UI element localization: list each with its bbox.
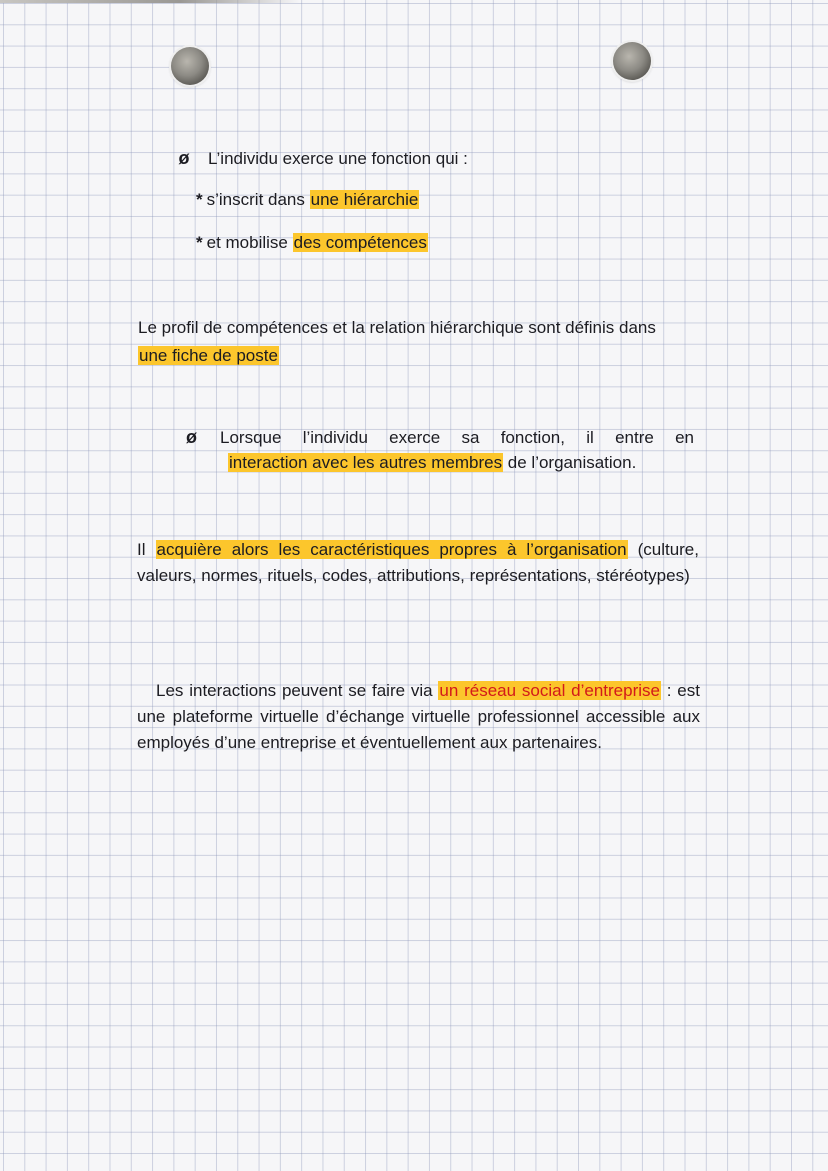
block2-line-1: Le profil de compétences et la relation hiérarchique sont définis dans (138, 318, 656, 337)
block1-item-2: * et mobilise des compétences (196, 233, 427, 252)
block5-paragraph: Les interactions peuvent se faire via un réseau social d’entreprise : est une plateforme virtuelle d’échange virtuelle professionnel accessible aux employés d’une entreprise et éventuellement aux partenaires. (137, 681, 700, 752)
highlight-fiche-de-poste: une fiche de poste (139, 346, 278, 365)
highlight-interaction: interaction avec les autres membres (229, 453, 503, 472)
highlight-reseau-social: un réseau social d’entreprise (439, 681, 660, 700)
block3-line-2: interaction avec les autres membres de l’organisation. (229, 453, 637, 472)
paper-top-edge (0, 0, 300, 3)
block1-item-1: * s’inscrit dans une hiérarchie (196, 190, 419, 209)
block2-line-2 (138, 344, 279, 368)
block1-intro-line (174, 146, 468, 171)
block3-line-1: ø Lorsque l’individu exerce sa fonction, il entre en (186, 424, 694, 451)
bullet-icon: ø (178, 148, 190, 168)
highlight-hierarchie: une hiérarchie (310, 190, 419, 209)
block4-paragraph: Il acquière alors les caractéristiques propres à l’organisation (culture, valeurs, normes, rituels, codes, attributions, représentations, stéréotypes) (137, 540, 699, 585)
highlight-caracteristiques: acquière alors les caractéristiques propres à l’organisation (156, 540, 627, 559)
star-bullet: * (196, 190, 203, 209)
star-bullet: * (196, 233, 203, 252)
punch-hole-right (613, 42, 651, 80)
highlight-competences: des compétences (293, 233, 427, 252)
block1-intro: L’individu exerce une fonction qui : (208, 149, 468, 168)
bullet-icon: ø (186, 427, 197, 447)
punch-hole-left (171, 47, 209, 85)
